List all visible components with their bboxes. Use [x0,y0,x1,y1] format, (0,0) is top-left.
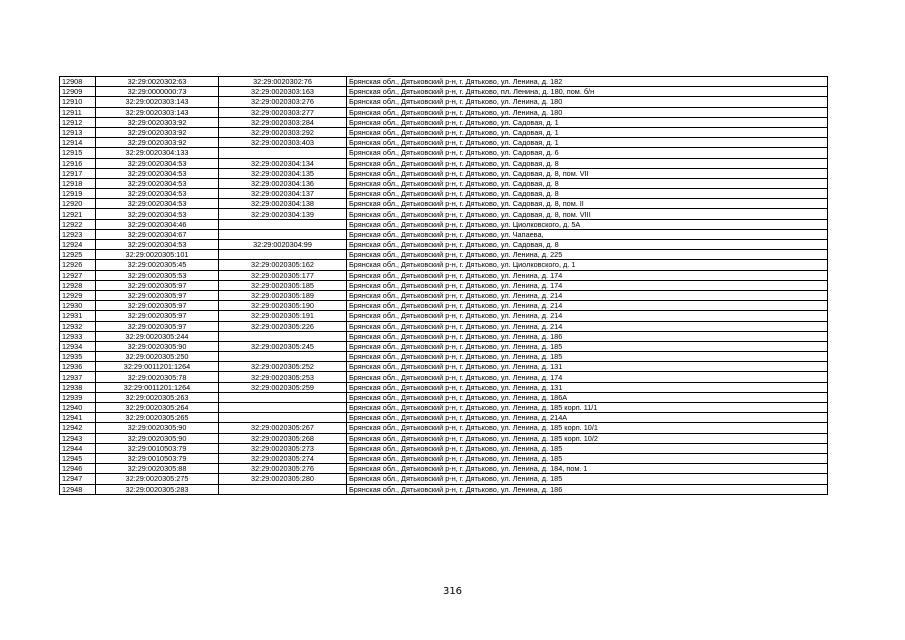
parent-cadastral-number-cell: 32:29:0020305:88 [96,464,219,474]
row-number-cell: 12920 [60,199,96,209]
row-number-cell: 12928 [60,280,96,290]
parent-cadastral-number-cell: 32:29:0020304:53 [96,168,219,178]
address-cell: Брянская обл., Дятьковский р-н, г. Дятьково, ул. Ленина, д. 214 [347,301,828,311]
cadastral-number-cell: 32:29:0020303:277 [219,107,347,117]
parent-cadastral-number-cell: 32:29:0020305:97 [96,311,219,321]
row-number-cell: 12943 [60,433,96,443]
row-number-cell: 12931 [60,311,96,321]
parent-cadastral-number-cell: 32:29:0020303:143 [96,107,219,117]
row-number-cell: 12946 [60,464,96,474]
address-cell: Брянская обл., Дятьковский р-н, г. Дятьково, ул. Садовая, д. 8, пом. II [347,199,828,209]
cadastral-number-cell: 32:29:0020305:252 [219,362,347,372]
address-cell: Брянская обл., Дятьковский р-н, г. Дятьково, ул. Ленина, д. 225 [347,250,828,260]
row-number-cell: 12944 [60,443,96,453]
address-cell: Брянская обл., Дятьковский р-н, г. Дятьково, ул. Циолковского, д. 5А [347,219,828,229]
address-cell: Брянская обл., Дятьковский р-н, г. Дятьково, ул. Ленина, д. 186 [347,331,828,341]
table-row [60,352,828,362]
cadastral-number-cell [219,250,347,260]
parent-cadastral-number-cell: 32:29:0020305:275 [96,474,219,484]
table-row [60,280,828,290]
parent-cadastral-number-cell: 32:29:0020305:45 [96,260,219,270]
table-row [60,403,828,413]
cadastral-number-cell: 32:29:0020305:245 [219,341,347,351]
row-number-cell: 12939 [60,392,96,402]
cadastral-number-cell: 32:29:0020305:162 [219,260,347,270]
cadastral-number-cell: 32:29:0020304:138 [219,199,347,209]
parent-cadastral-number-cell: 32:29:0020304:53 [96,240,219,250]
address-cell: Брянская обл., Дятьковский р-н, г. Дятьково, ул. Ленина, д. 174 [347,280,828,290]
address-cell: Брянская обл., Дятьковский р-н, г. Дятьково, ул. Ленина, д. 182 [347,77,828,87]
parent-cadastral-number-cell: 32:29:0020305:101 [96,250,219,260]
table-row [60,484,828,494]
address-cell: Брянская обл., Дятьковский р-н, г. Дятьково, ул. Ленина, д. 186 [347,484,828,494]
table-row [60,423,828,433]
address-cell: Брянская обл., Дятьковский р-н, г. Дятьково, ул. Ленина, д. 214А [347,413,828,423]
cadastral-number-cell: 32:29:0020303:292 [219,127,347,137]
row-number-cell: 12921 [60,209,96,219]
parent-cadastral-number-cell: 32:29:0020305:90 [96,433,219,443]
row-number-cell: 12942 [60,423,96,433]
row-number-cell: 12933 [60,331,96,341]
cadastral-number-cell [219,352,347,362]
address-cell: Брянская обл., Дятьковский р-н, г. Дятьково, ул. Садовая, д. 1 [347,127,828,137]
table-row [60,117,828,127]
cadastral-number-cell: 32:29:0020305:185 [219,280,347,290]
parent-cadastral-number-cell: 32:29:0020304:53 [96,158,219,168]
row-number-cell: 12935 [60,352,96,362]
row-number-cell: 12915 [60,148,96,158]
table-row [60,250,828,260]
table-row [60,464,828,474]
table-row [60,290,828,300]
address-cell: Брянская обл., Дятьковский р-н, г. Дятьково, ул. Ленина, д. 131 [347,382,828,392]
cadastral-number-cell: 32:29:0020303:163 [219,87,347,97]
address-cell: Брянская обл., Дятьковский р-н, г. Дятьково, ул. Садовая, д. 8, пом. VII [347,168,828,178]
parent-cadastral-number-cell: 32:29:0010503:79 [96,443,219,453]
row-number-cell: 12926 [60,260,96,270]
table-row [60,229,828,239]
address-cell: Брянская обл., Дятьковский р-н, г. Дятьково, ул. Ленина, д. 185 [347,453,828,463]
parent-cadastral-number-cell: 32:29:0020304:133 [96,148,219,158]
parent-cadastral-number-cell: 32:29:0020305:97 [96,321,219,331]
cadastral-number-cell: 32:29:0020305:253 [219,372,347,382]
cadastral-number-cell: 32:29:0020305:259 [219,382,347,392]
address-cell: Брянская обл., Дятьковский р-н, г. Дятьково, ул. Ленина, д. 131 [347,362,828,372]
address-cell: Брянская обл., Дятьковский р-н, г. Дятьково, ул. Ленина, д. 214 [347,321,828,331]
cadastral-number-cell [219,484,347,494]
row-number-cell: 12929 [60,290,96,300]
address-cell: Брянская обл., Дятьковский р-н, г. Дятьково, ул. Ленина, д. 174 [347,372,828,382]
row-number-cell: 12909 [60,87,96,97]
row-number-cell: 12913 [60,127,96,137]
table-row [60,372,828,382]
parent-cadastral-number-cell: 32:29:0020303:92 [96,127,219,137]
table-row [60,219,828,229]
table-row [60,270,828,280]
table-body [60,77,828,495]
row-number-cell: 12937 [60,372,96,382]
row-number-cell: 12923 [60,229,96,239]
row-number-cell: 12948 [60,484,96,494]
parent-cadastral-number-cell: 32:29:0020305:78 [96,372,219,382]
register-page [59,76,827,495]
row-number-cell: 12910 [60,97,96,107]
address-cell: Брянская обл., Дятьковский р-н, г. Дятьково, ул. Ленина, д. 184, пом. 1 [347,464,828,474]
parent-cadastral-number-cell: 32:29:0020304:67 [96,229,219,239]
address-cell: Брянская обл., Дятьковский р-н, г. Дятьково, ул. Садовая, д. 8 [347,158,828,168]
table-row [60,199,828,209]
address-cell: Брянская обл., Дятьковский р-н, г. Дятьково, ул. Садовая, д. 6 [347,148,828,158]
table-row [60,443,828,453]
address-cell: Брянская обл., Дятьковский р-н, г. Дятьково, ул. Садовая, д. 8, пом. VIII [347,209,828,219]
cadastral-number-cell: 32:29:0020305:190 [219,301,347,311]
address-cell: Брянская обл., Дятьковский р-н, г. Дятьково, ул. Циолковского, д. 1 [347,260,828,270]
row-number-cell: 12934 [60,341,96,351]
cadastral-number-cell: 32:29:0020304:139 [219,209,347,219]
cadastral-number-cell: 32:29:0020304:134 [219,158,347,168]
table-row [60,77,828,87]
parent-cadastral-number-cell: 32:29:0020304:46 [96,219,219,229]
address-cell: Брянская обл., Дятьковский р-н, г. Дятьково, ул. Садовая, д. 1 [347,117,828,127]
table-row [60,138,828,148]
cadastral-number-cell: 32:29:0020305:280 [219,474,347,484]
table-row [60,474,828,484]
cadastral-number-cell [219,413,347,423]
address-cell: Брянская обл., Дятьковский р-н, г. Дятьково, ул. Садовая, д. 8 [347,178,828,188]
table-row [60,311,828,321]
row-number-cell: 12947 [60,474,96,484]
address-cell: Брянская обл., Дятьковский р-н, г. Дятьково, ул. Чапаева, [347,229,828,239]
row-number-cell: 12908 [60,77,96,87]
cadastral-number-cell: 32:29:0020305:267 [219,423,347,433]
row-number-cell: 12917 [60,168,96,178]
row-number-cell: 12912 [60,117,96,127]
row-number-cell: 12911 [60,107,96,117]
cadastral-number-cell: 32:29:0020305:276 [219,464,347,474]
cadastral-number-cell: 32:29:0020303:284 [219,117,347,127]
row-number-cell: 12914 [60,138,96,148]
row-number-cell: 12919 [60,189,96,199]
address-cell: Брянская обл., Дятьковский р-н, г. Дятьково, ул. Ленина, д. 180 [347,97,828,107]
parent-cadastral-number-cell: 32:29:0020304:53 [96,209,219,219]
row-number-cell: 12927 [60,270,96,280]
parent-cadastral-number-cell: 32:29:0020305:53 [96,270,219,280]
table-row [60,362,828,372]
address-cell: Брянская обл., Дятьковский р-н, г. Дятьково, ул. Ленина, д. 185 [347,341,828,351]
parent-cadastral-number-cell: 32:29:0020303:92 [96,138,219,148]
row-number-cell: 12938 [60,382,96,392]
parent-cadastral-number-cell: 32:29:0020305:244 [96,331,219,341]
cadastral-number-cell: 32:29:0020305:191 [219,311,347,321]
address-cell: Брянская обл., Дятьковский р-н, г. Дятьково, ул. Ленина, д. 185 [347,474,828,484]
row-number-cell: 12925 [60,250,96,260]
parent-cadastral-number-cell: 32:29:0020304:53 [96,178,219,188]
table-row [60,240,828,250]
table-row [60,158,828,168]
parent-cadastral-number-cell: 32:29:0010503:79 [96,453,219,463]
parent-cadastral-number-cell: 32:29:0020305:97 [96,301,219,311]
parent-cadastral-number-cell: 32:29:0020303:92 [96,117,219,127]
table-row [60,260,828,270]
table-row [60,433,828,443]
row-number-cell: 12945 [60,453,96,463]
cadastral-number-cell: 32:29:0020304:135 [219,168,347,178]
row-number-cell: 12936 [60,362,96,372]
cadastral-number-cell: 32:29:0020303:403 [219,138,347,148]
table-row [60,107,828,117]
parent-cadastral-number-cell: 32:29:0020304:53 [96,189,219,199]
cadastral-number-cell: 32:29:0020304:99 [219,240,347,250]
cadastral-number-cell: 32:29:0020302:76 [219,77,347,87]
row-number-cell: 12924 [60,240,96,250]
table-row [60,178,828,188]
parent-cadastral-number-cell: 32:29:0020305:263 [96,392,219,402]
table-row [60,148,828,158]
address-cell: Брянская обл., Дятьковский р-н, г. Дятьково, ул. Садовая, д. 1 [347,138,828,148]
parent-cadastral-number-cell: 32:29:0020305:265 [96,413,219,423]
address-cell: Брянская обл., Дятьковский р-н, г. Дятьково, ул. Ленина, д. 185 корп. 10/2 [347,433,828,443]
cadastral-number-cell: 32:29:0020305:226 [219,321,347,331]
table-row [60,392,828,402]
cadastral-register-table [59,76,828,495]
parent-cadastral-number-cell: 32:29:0020305:90 [96,341,219,351]
page-number: 316 [442,586,463,597]
address-cell: Брянская обл., Дятьковский р-н, г. Дятьково, ул. Ленина, д. 185 корп. 11/1 [347,403,828,413]
parent-cadastral-number-cell: 32:29:0020305:250 [96,352,219,362]
table-row [60,127,828,137]
parent-cadastral-number-cell: 32:29:0020302:63 [96,77,219,87]
address-cell: Брянская обл., Дятьковский р-н, г. Дятьково, ул. Ленина, д. 186А [347,392,828,402]
cadastral-number-cell: 32:29:0020303:276 [219,97,347,107]
row-number-cell: 12930 [60,301,96,311]
table-row [60,168,828,178]
address-cell: Брянская обл., Дятьковский р-н, г. Дятьково, ул. Ленина, д. 185 [347,352,828,362]
address-cell: Брянская обл., Дятьковский р-н, г. Дятьково, ул. Ленина, д. 180 [347,107,828,117]
cadastral-number-cell [219,229,347,239]
table-row [60,189,828,199]
parent-cadastral-number-cell: 32:29:0000000:73 [96,87,219,97]
row-number-cell: 12941 [60,413,96,423]
parent-cadastral-number-cell: 32:29:0020304:53 [96,199,219,209]
cadastral-number-cell [219,331,347,341]
cadastral-number-cell [219,219,347,229]
parent-cadastral-number-cell: 32:29:0011201:1264 [96,382,219,392]
address-cell: Брянская обл., Дятьковский р-н, г. Дятьково, ул. Садовая, д. 8 [347,240,828,250]
row-number-cell: 12922 [60,219,96,229]
address-cell: Брянская обл., Дятьковский р-н, г. Дятьково, ул. Ленина, д. 185 [347,443,828,453]
row-number-cell: 12918 [60,178,96,188]
parent-cadastral-number-cell: 32:29:0020305:283 [96,484,219,494]
table-row [60,301,828,311]
table-row [60,331,828,341]
parent-cadastral-number-cell: 32:29:0020305:264 [96,403,219,413]
address-cell: Брянская обл., Дятьковский р-н, г. Дятьково, ул. Ленина, д. 174 [347,270,828,280]
address-cell: Брянская обл., Дятьковский р-н, г. Дятьково, ул. Ленина, д. 185 корп. 10/1 [347,423,828,433]
cadastral-number-cell: 32:29:0020305:268 [219,433,347,443]
cadastral-number-cell: 32:29:0020305:274 [219,453,347,463]
table-row [60,382,828,392]
address-cell: Брянская обл., Дятьковский р-н, г. Дятьково, ул. Ленина, д. 214 [347,290,828,300]
parent-cadastral-number-cell: 32:29:0020305:90 [96,423,219,433]
address-cell: Брянская обл., Дятьковский р-н, г. Дятьково, ул. Ленина, д. 214 [347,311,828,321]
cadastral-number-cell: 32:29:0020305:189 [219,290,347,300]
parent-cadastral-number-cell: 32:29:0020305:97 [96,280,219,290]
cadastral-number-cell [219,392,347,402]
cadastral-number-cell: 32:29:0020304:137 [219,189,347,199]
parent-cadastral-number-cell: 32:29:0020303:143 [96,97,219,107]
table-row [60,321,828,331]
row-number-cell: 12940 [60,403,96,413]
address-cell: Брянская обл., Дятьковский р-н, г. Дятьково, пл. Ленина, д. 180, пом. б/н [347,87,828,97]
table-row [60,453,828,463]
table-row [60,413,828,423]
table-row [60,97,828,107]
table-row [60,87,828,97]
address-cell: Брянская обл., Дятьковский р-н, г. Дятьково, ул. Садовая, д. 8 [347,189,828,199]
cadastral-number-cell: 32:29:0020305:177 [219,270,347,280]
row-number-cell: 12916 [60,158,96,168]
parent-cadastral-number-cell: 32:29:0020305:97 [96,290,219,300]
cadastral-number-cell [219,148,347,158]
cadastral-number-cell [219,403,347,413]
row-number-cell: 12932 [60,321,96,331]
cadastral-number-cell: 32:29:0020304:136 [219,178,347,188]
table-row [60,209,828,219]
cadastral-number-cell: 32:29:0020305:273 [219,443,347,453]
table-row [60,341,828,351]
parent-cadastral-number-cell: 32:29:0011201:1264 [96,362,219,372]
